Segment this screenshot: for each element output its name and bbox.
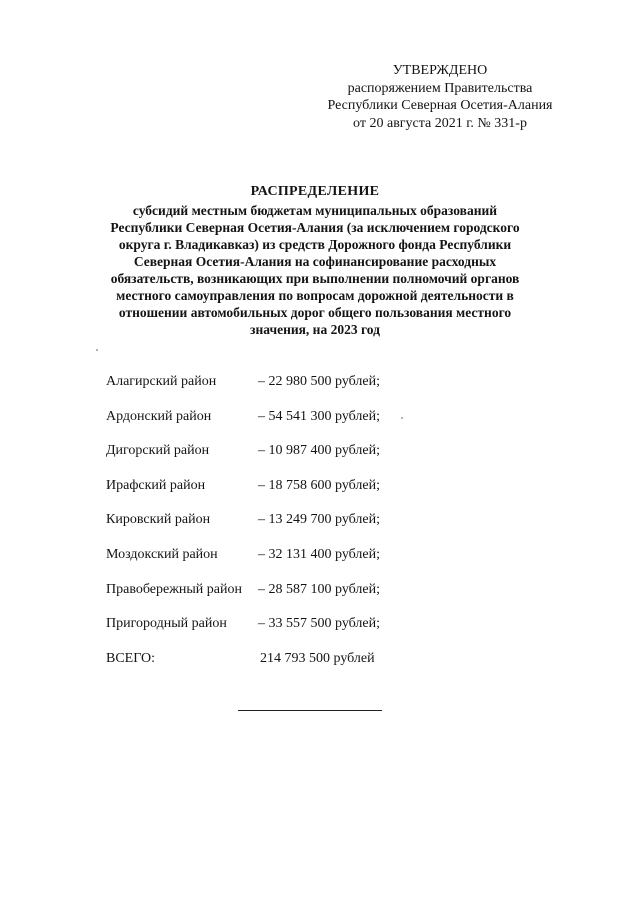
district-name: Правобережный район (106, 581, 242, 597)
district-name: Ирафский район (106, 477, 206, 493)
subtitle-line: Северная Осетия-Алания на софинансирование расходных (133, 254, 497, 269)
total-amount: 214 793 500 рублей (260, 650, 375, 666)
approval-authority: Республики Северная Осетия-Алания (327, 98, 553, 113)
approval-block (290, 62, 590, 132)
district-amount: – 13 249 700 рублей; (258, 512, 380, 528)
subtitle-line: значения, на 2023 год (250, 322, 380, 337)
distribution-list (106, 373, 506, 684)
district-amount: – 33 557 500 рублей; (258, 616, 380, 632)
subtitle-line: местного самоуправления по вопросам дорожной деятельности в (116, 288, 514, 303)
district-row (106, 442, 506, 477)
closing-divider (238, 710, 382, 711)
district-amount: – 10 987 400 рублей; (258, 443, 380, 459)
district-name: Пригородный район (106, 616, 227, 632)
subtitle-line: субсидий местным бюджетам муниципальных образований (132, 203, 498, 218)
total-label: ВСЕГО: (106, 650, 155, 666)
subtitle-line: обязательств, возникающих при выполнении полномочий органов (110, 271, 520, 286)
document-subtitle (60, 202, 570, 338)
subtitle-line: округа г. Владикавказ) из средств Дорожного фонда Республики (118, 237, 512, 252)
subtitle-line: отношении автомобильных дорог общего пользования местного (118, 305, 512, 320)
district-row (106, 546, 506, 581)
district-row (106, 373, 506, 408)
district-amount: – 22 980 500 рублей; (258, 374, 380, 389)
district-amount: – 18 758 600 рублей; (258, 477, 380, 493)
district-name: Ардонский район (106, 408, 212, 424)
district-name: Алагирский район (106, 374, 217, 389)
document-title: РАСПРЕДЕЛЕНИЕ (250, 184, 380, 199)
district-name: Кировский район (106, 512, 211, 528)
total-row (106, 650, 506, 685)
approval-heading: УТВЕРЖДЕНО (392, 63, 488, 78)
district-row (106, 408, 506, 443)
district-name: Дигорский район (106, 443, 210, 459)
approval-date-number: от 20 августа 2021 г. № 331-р (353, 115, 527, 131)
approval-basis: распоряжением Правительства (347, 80, 533, 96)
district-amount: – 32 131 400 рублей; (258, 546, 380, 562)
district-amount: – 54 541 300 рублей; (258, 408, 380, 424)
scan-speck (401, 417, 403, 419)
district-name: Моздокский район (106, 546, 218, 562)
district-row (106, 615, 506, 650)
scan-speck (96, 349, 98, 351)
district-amount: – 28 587 100 рублей; (258, 581, 380, 597)
district-row (106, 477, 506, 512)
district-row (106, 511, 506, 546)
subtitle-line: Республики Северная Осетия-Алания (за исключением городского (110, 220, 520, 235)
district-row (106, 581, 506, 616)
